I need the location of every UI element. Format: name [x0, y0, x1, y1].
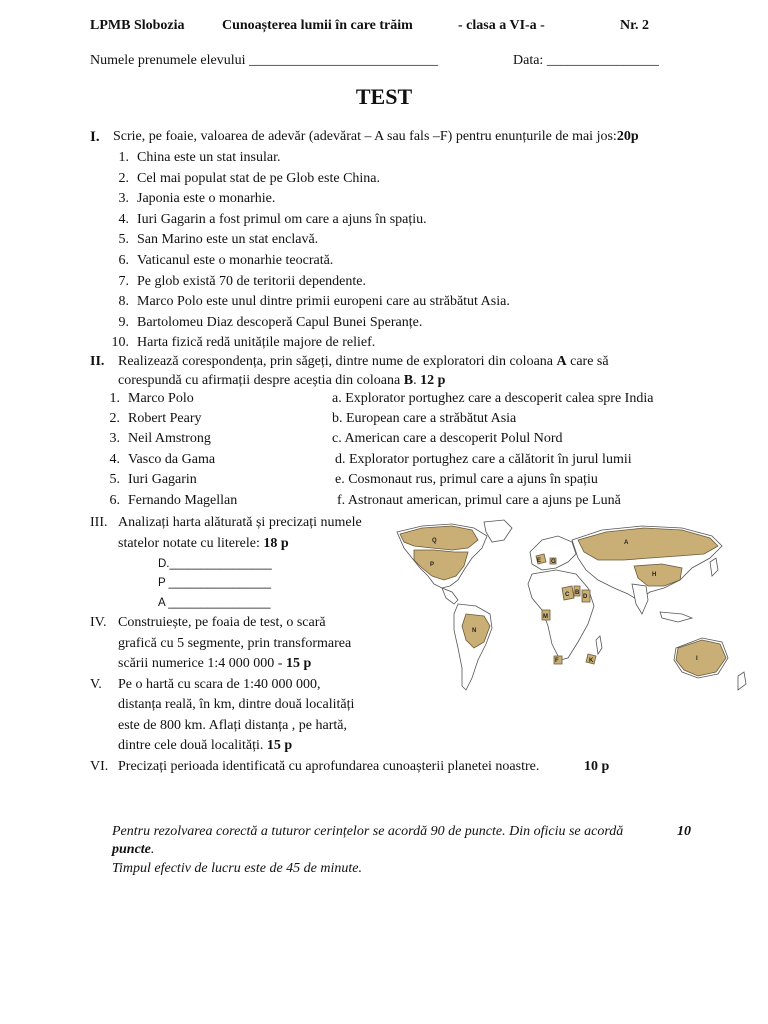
section-2-text-c: corespundă cu afirmații despre aceștia din coloana	[118, 373, 404, 388]
footer-points-word: puncte	[112, 842, 151, 857]
test-number: Nr. 2	[620, 18, 650, 33]
explorer-name: Neil Amstrong	[128, 431, 211, 446]
section-1-list	[105, 148, 510, 354]
true-false-item	[105, 333, 510, 354]
map-indonesia	[660, 612, 692, 622]
section-4-points: 15 p	[285, 656, 312, 671]
section-6-points: 10 p	[584, 759, 610, 774]
section-2-line-2	[118, 373, 445, 389]
map-letter-b: B	[575, 590, 580, 596]
map-letter-n: N	[472, 628, 477, 634]
column-a-label: A	[556, 354, 567, 369]
footer-line-2: puncte.	[112, 842, 155, 857]
section-4-line-2: grafică cu 5 segmente, prin transformarea	[118, 636, 352, 651]
section-3-text: statelor notate cu literele:	[118, 536, 264, 551]
section-2-line-1	[118, 354, 609, 370]
answer-line-d: D.________________	[158, 558, 272, 570]
page-title: TEST	[355, 84, 413, 109]
map-letter-d: D	[583, 594, 588, 600]
section-1-text: Scrie, pe foaie, valoarea de adevăr (adevărat – A sau fals –F) pentru enunțurile de mai jos:	[113, 129, 617, 144]
explorer-number: 4.	[109, 452, 120, 467]
footer-line-1: Pentru rezolvarea corectă a tuturor cerințelor se acordă 90 de puncte. Din oficiu se acordă	[112, 824, 624, 839]
map-japan	[710, 558, 718, 576]
map-madagascar	[596, 636, 602, 654]
section-5-line-4	[118, 738, 292, 754]
section-4-number: IV.	[90, 615, 107, 630]
true-false-item	[105, 313, 510, 334]
map-africa	[528, 570, 594, 660]
explorer-description: d. Explorator portughez care a călătorit în jurul lumii	[335, 452, 632, 467]
school-name: LPMB Slobozia	[90, 18, 185, 33]
true-false-item	[105, 230, 510, 251]
date-field: Data: ________________	[513, 53, 659, 68]
student-name-field: Numele prenumele elevului ___________________________	[90, 53, 438, 68]
explorer-item	[105, 472, 197, 488]
item-text: Marco Polo este unul dintre primii europeni care au străbătut Asia.	[137, 294, 510, 310]
map-letter-c: C	[565, 592, 570, 598]
world-map	[392, 518, 766, 714]
section-2-points: 12 p	[420, 373, 446, 388]
item-text: China este un stat insular.	[137, 150, 281, 165]
map-letter-k: K	[589, 658, 594, 664]
section-5-points: 15 p	[266, 738, 293, 753]
map-new-zealand	[738, 672, 746, 690]
item-text: San Marino este un stat enclavă.	[137, 232, 319, 248]
section-5-line-3: este de 800 km. Aflați distanța , pe hartă,	[118, 718, 347, 733]
item-number: 10.	[111, 335, 129, 351]
explorer-description: a. Explorator portughez care a descoperit calea spre India	[332, 391, 654, 406]
true-false-item	[105, 169, 510, 190]
explorer-item	[105, 411, 201, 427]
true-false-item	[105, 189, 510, 210]
section-2-text-a: Realizează corespondența, prin săgeți, dintre nume de exploratori din coloana	[118, 354, 557, 369]
section-1-number: I.	[90, 129, 100, 145]
map-letter-a: A	[624, 540, 629, 546]
map-greenland	[484, 520, 512, 542]
explorer-number: 1.	[109, 391, 120, 406]
section-2-text-d: .	[413, 373, 421, 388]
explorer-number: 6.	[109, 493, 120, 508]
explorer-number: 5.	[109, 472, 120, 487]
true-false-item	[105, 272, 510, 293]
explorer-item	[105, 431, 211, 447]
explorer-description: c. American care a descoperit Polul Nord	[332, 431, 563, 446]
explorer-name: Fernando Magellan	[128, 493, 238, 508]
section-6-number: VI.	[90, 759, 109, 774]
map-letter-p: P	[430, 562, 435, 568]
section-5-text: dintre cele două localități.	[118, 738, 267, 753]
true-false-item	[105, 251, 510, 272]
section-4-line-3	[118, 656, 311, 672]
item-number: 3.	[118, 191, 129, 207]
item-text: Bartolomeu Diaz descoperă Capul Bunei Speranțe.	[137, 314, 423, 330]
explorer-name: Robert Peary	[128, 411, 202, 426]
map-letter-q: Q	[432, 538, 437, 544]
item-text: Vaticanul este o monarhie teocrată.	[137, 252, 334, 268]
explorer-item	[105, 452, 215, 468]
section-1-points: 20p	[616, 129, 639, 144]
section-2-number: II.	[90, 354, 105, 369]
item-number: 4.	[118, 211, 129, 227]
item-number: 5.	[118, 232, 129, 248]
section-4-text: scării numerice 1:4 000 000 -	[118, 656, 286, 671]
item-text: Japonia este o monarhie.	[137, 191, 276, 207]
section-3-points: 18 p	[263, 536, 289, 551]
map-letter-m: M	[543, 614, 548, 620]
section-5-line-1: Pe o hartă cu scara de 1:40 000 000,	[118, 677, 321, 692]
section-3-line-2	[118, 536, 289, 552]
item-number: 1.	[118, 150, 129, 165]
subject-title: Cunoașterea lumii în care trăim	[222, 18, 413, 33]
explorer-name: Vasco da Gama	[128, 452, 216, 467]
map-central-america	[442, 588, 458, 604]
item-text: Iuri Gagarin a fost primul om care a ajuns în spațiu.	[137, 211, 427, 227]
footer-points-number: 10	[677, 824, 691, 839]
item-number: 2.	[118, 170, 129, 186]
section-5-line-2: distanța reală, în km, dintre două localități	[118, 697, 355, 712]
section-6-text: Precizați perioada identificată cu aprofundarea cunoașterii planetei noastre.	[118, 759, 540, 774]
map-letter-e: E	[537, 558, 542, 564]
explorer-description: e. Cosmonaut rus, primul care a ajuns în spațiu	[335, 472, 598, 487]
item-number: 8.	[118, 294, 129, 310]
item-text: Pe glob există 70 de teritorii dependente.	[137, 273, 366, 289]
section-3-line-1: Analizați harta alăturată și precizați numele	[118, 515, 362, 530]
item-number: 7.	[118, 273, 129, 289]
explorer-number: 2.	[109, 411, 120, 426]
section-4-line-1: Construiește, pe foaia de test, o scară	[118, 615, 326, 630]
item-text: Harta fizică redă unitățile majore de relief.	[137, 335, 376, 351]
true-false-item	[105, 148, 510, 169]
explorer-name: Marco Polo	[128, 391, 194, 406]
explorer-number: 3.	[109, 431, 120, 446]
map-india	[632, 584, 648, 614]
map-letter-g: G	[551, 559, 556, 565]
section-5-number: V.	[90, 677, 102, 692]
class-label: - clasa a VI-a -	[458, 18, 545, 33]
section-3-number: III.	[90, 515, 108, 530]
footer-line-3: Timpul efectiv de lucru este de 45 de minute.	[112, 861, 362, 876]
item-number: 9.	[118, 314, 129, 330]
true-false-item	[105, 292, 510, 313]
item-number: 6.	[118, 252, 129, 268]
explorer-item	[105, 391, 194, 407]
answer-line-a: A ________________	[158, 597, 271, 609]
explorer-description: f. Astronaut american, primul care a ajuns pe Lună	[337, 493, 621, 508]
section-2-text-b: care să	[566, 354, 609, 369]
explorer-item	[105, 493, 237, 509]
section-1-instruction	[113, 129, 639, 145]
answer-line-p: P ________________	[158, 577, 271, 589]
explorer-description: b. European care a străbătut Asia	[332, 411, 517, 426]
explorer-name: Iuri Gagarin	[128, 472, 197, 487]
true-false-item	[105, 210, 510, 231]
column-b-label: B	[403, 373, 414, 388]
map-letter-i: I	[696, 656, 698, 662]
item-text: Cel mai populat stat de pe Glob este China.	[137, 170, 381, 186]
map-letter-h: H	[652, 572, 657, 578]
map-letter-f: F	[555, 658, 559, 664]
